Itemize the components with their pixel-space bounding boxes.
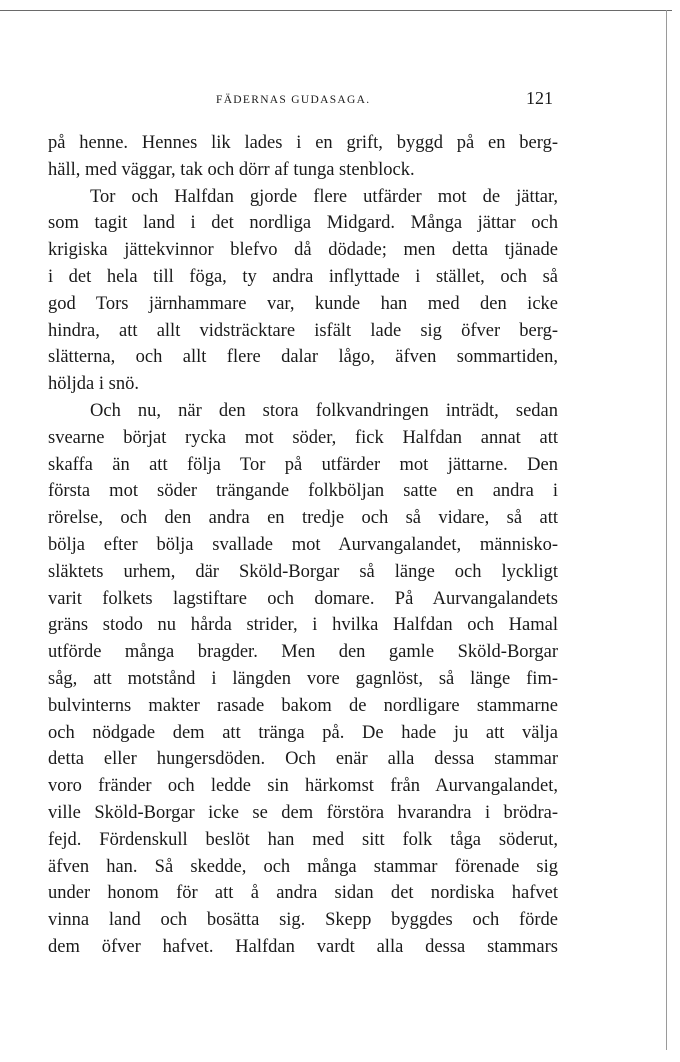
text-line: krigiska jättekvinnor blefvo då dödade; men detta tjänade bbox=[48, 240, 558, 261]
text-line: voro fränder och ledde sin härkomst från Aurvangalandet, bbox=[48, 776, 558, 797]
text-line: slätterna, och allt flere dalar lågo, äfven sommartiden, bbox=[48, 347, 558, 368]
text-line: vinna land och bosätta sig. Skepp byggdes och förde bbox=[48, 910, 558, 931]
text-line: häll, med väggar, tak och dörr af tunga stenblock. bbox=[48, 159, 415, 180]
text-line: detta eller hungersdöden. Och enär alla dessa stammar bbox=[48, 749, 558, 770]
text-line: skaffa än att följa Tor på utfärder mot jättarne. Den bbox=[48, 454, 558, 475]
text-line: såg, att motstånd i längden vore gagnlöst, så länge fim- bbox=[48, 668, 558, 689]
text-line: fejd. Fördenskull beslöt han med sitt folk tåga söderut, bbox=[48, 829, 558, 850]
text-line: hindra, att allt vidsträcktare isfält lade sig öfver berg- bbox=[48, 320, 558, 341]
body-text bbox=[48, 130, 558, 961]
text-line: god Tors järnhammare var, kunde han med den icke bbox=[48, 293, 558, 314]
text-line: äfven han. Så skedde, och många stammar förenade sig bbox=[48, 856, 558, 877]
page-number: 121 bbox=[526, 88, 553, 108]
text-line: på henne. Hennes lik lades i en grift, byggd på en berg- bbox=[48, 133, 558, 153]
text-line: rörelse, och den andra en tredje och så vidare, så att bbox=[48, 508, 558, 529]
text-line: utförde många bragder. Men den gamle Sköld-Borgar bbox=[48, 642, 558, 663]
text-line: under honom för att å andra sidan det nordiska hafvet bbox=[48, 883, 558, 904]
text-line: bölja efter bölja svallade mot Aurvangalandet, människo- bbox=[48, 534, 558, 555]
text-line: i det hela till föga, ty andra inflyttade i stället, och så bbox=[48, 266, 558, 287]
text-line: gräns stodo nu hårda strider, i hvilka Halfdan och Hamal bbox=[48, 615, 558, 636]
text-line: och nödgade dem att tränga på. De hade ju att välja bbox=[48, 722, 558, 743]
right-edge-rule bbox=[666, 10, 667, 1050]
text-line: ville Sköld-Borgar icke se dem förstöra hvarandra i brödra- bbox=[48, 802, 558, 823]
text-line: varit folkets lagstiftare och domare. På Aurvangalandets bbox=[48, 588, 558, 609]
text-line: Och nu, när den stora folkvandringen inträdt, sedan bbox=[90, 400, 558, 421]
text-line: svearne börjat rycka mot söder, fick Halfdan annat att bbox=[48, 427, 558, 448]
text-line: dem öfver hafvet. Halfdan vardt alla dessa stammars bbox=[48, 936, 558, 957]
text-line: som tagit land i det nordliga Midgard. Många jättar och bbox=[48, 213, 558, 234]
text-line: höljda i snö. bbox=[48, 374, 139, 395]
running-head bbox=[0, 90, 680, 114]
text-line: bulvinterns makter rasade bakom de nordligare stammarne bbox=[48, 695, 558, 716]
top-rule bbox=[0, 10, 672, 11]
text-line: Tor och Halfdan gjorde flere utfärder mot de jättar, bbox=[90, 186, 558, 207]
text-line: första mot söder trängande folkböljan satte en andra i bbox=[48, 481, 558, 502]
text-line: släktets urhem, där Sköld-Borgar så länge och lyckligt bbox=[48, 561, 558, 582]
running-title: FÄDERNAS GUDASAGA. bbox=[216, 94, 371, 106]
